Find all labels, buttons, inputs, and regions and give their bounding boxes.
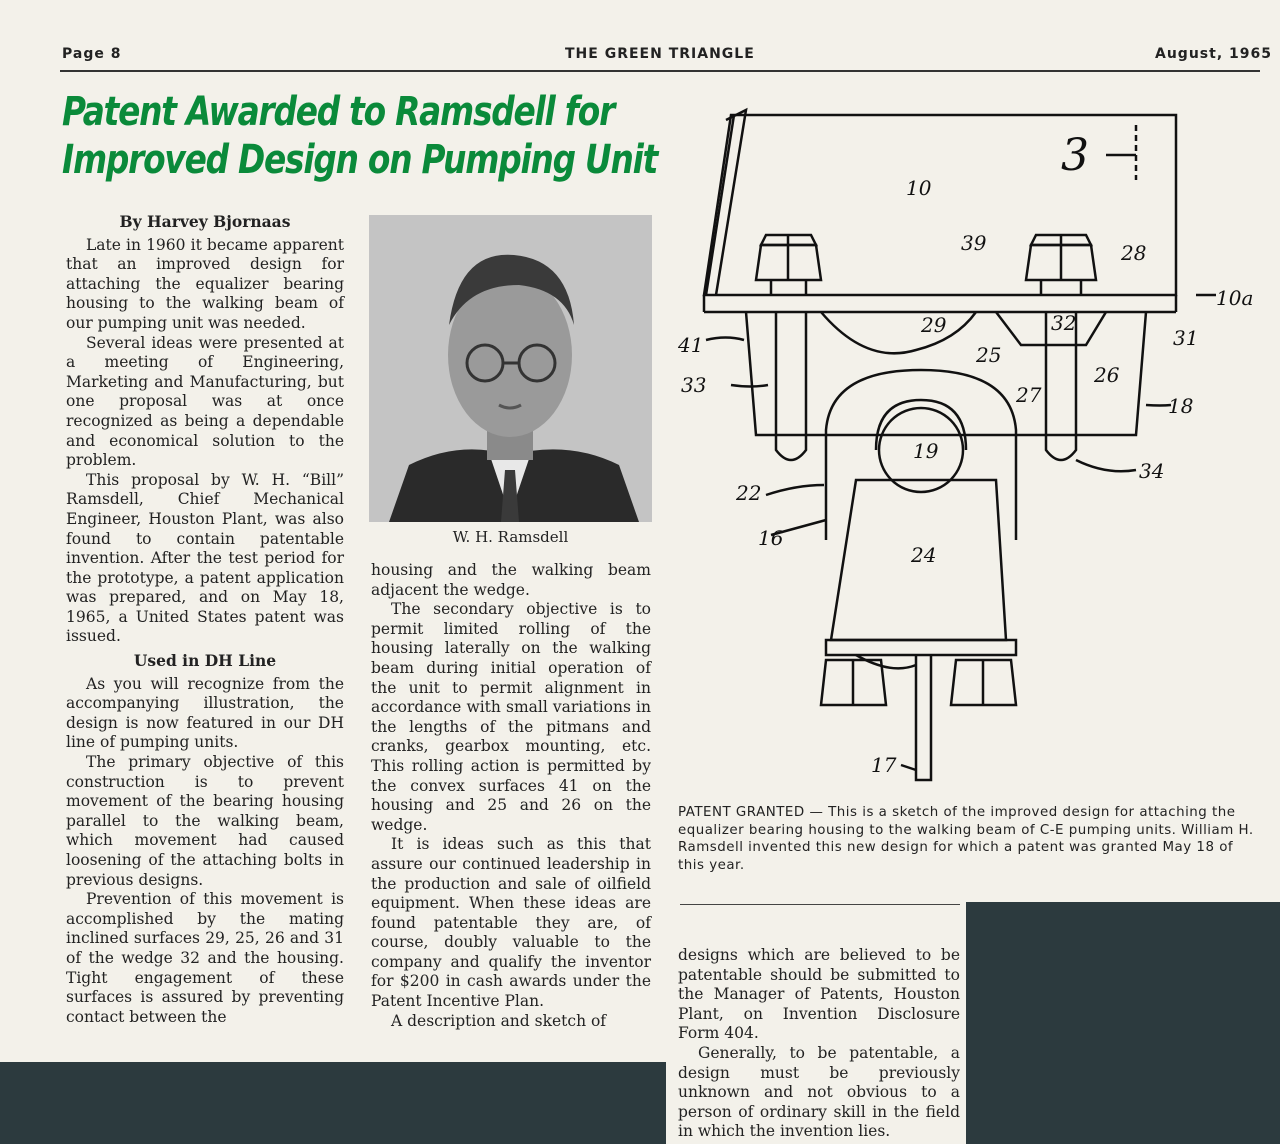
header-rule (60, 70, 1260, 72)
page-number: Page 8 (62, 46, 122, 62)
background-bottom (0, 1062, 666, 1144)
figure-label: 41 (678, 333, 704, 357)
figure-label: 16 (758, 526, 784, 550)
figure-label: 19 (913, 439, 939, 463)
figure-label: 18 (1168, 394, 1194, 418)
headline-line-2: Improved Design on Pumping Unit (62, 137, 658, 183)
figure-label: 27 (1016, 383, 1042, 407)
paragraph: housing and the walking beam adjacent the wedge. (371, 561, 651, 599)
walking-beam-shape (704, 115, 1176, 295)
figure-label: 34 (1139, 459, 1165, 483)
paragraph: A description and sketch of (391, 1011, 607, 1030)
figure-label: 39 (961, 231, 987, 255)
figure-label: 29 (921, 313, 947, 337)
photo-caption: W. H. Ramsdell (452, 528, 569, 546)
figure-label: 17 (871, 753, 897, 777)
paragraph: Generally, to be patentable, a design must be previously unknown and not obvious to a person of ordinary skill in the field in which the invention lies. (678, 1043, 960, 1141)
article-column-3 (678, 946, 960, 1142)
paragraph: It is ideas such as this that assure our continued leadership in the production and sale of oilfield equipment. When these ideas are found patentable they are, of course, doubly valuable to the company and qualify the inventor for $200 in cash awards under the Patent Incentive Plan. (371, 835, 651, 1011)
patent-drawing (676, 100, 1266, 800)
paragraph: The secondary objective is to permit limited rolling of the housing laterally on the walking beam during initial operation of the unit to permit alignment in accordance with small variations in the lengths of the pitmans and cranks, gearbox mounting, etc. This rolling action is permitted by the convex surfaces 41 on the housing and 25 and 26 on the wedge. (371, 600, 651, 834)
portrait-photo (369, 215, 652, 522)
byline: By Harvey Bjornaas (119, 212, 291, 231)
article-column-1 (66, 212, 344, 1027)
figure-label: 3 (1061, 130, 1089, 181)
publication-name: THE GREEN TRIANGLE (565, 46, 755, 62)
paragraph: As you will recognize from the accompanying illustration, the design is now featured in our DH line of pumping units. (66, 674, 344, 752)
figure-label: 32 (1051, 311, 1077, 335)
figure-label: 22 (736, 481, 762, 505)
figure-label: 10 (906, 176, 932, 200)
headline (62, 88, 658, 184)
paragraph: designs which are believed to be patentable should be submitted to the Manager of Patents, Houston Plant, on Invention Disclosure Form 404. (678, 946, 960, 1043)
paragraph: The primary objective of this construction is to prevent movement of the bearing housing parallel to the walking beam, which movement had caused loosening of the attaching bolts in previous designs. (66, 753, 344, 889)
paragraph: Late in 1960 it became apparent that an improved design for attaching the equalizer bearing housing to the walking beam of our pumping unit was needed. (66, 235, 344, 332)
figure-label: 10a (1216, 286, 1254, 310)
figure-label: 28 (1121, 241, 1147, 265)
background-bottom-right (966, 902, 1280, 1144)
figure-label: 26 (1094, 363, 1120, 387)
figure-label: 33 (681, 373, 707, 397)
issue-date: August, 1965 (1155, 46, 1272, 62)
paragraph: Several ideas were presented at a meeting of Engineering, Marketing and Manufacturing, but one proposal was at once recognized as being a dependable and economical solution to the problem. (66, 333, 344, 470)
figure-caption: PATENT GRANTED — This is a sketch of the improved design for attaching the equalizer bearing housing to the walking beam of C-E pumping units. William H. Ramsdell invented this new design for which a patent was granted May 18 of this year. (678, 805, 1254, 873)
portrait-illustration (369, 215, 652, 522)
caption-rule (680, 904, 960, 905)
article-column-2 (371, 561, 651, 1031)
headline-line-1: Patent Awarded to Ramsdell for (62, 89, 615, 135)
paragraph: This proposal by W. H. “Bill” Ramsdell, Chief Mechanical Engineer, Houston Plant, was also found to contain patentable invention. After the test period for the prototype, a patent application was prepared, and on May 18, 1965, a United States patent was issued. (66, 470, 344, 646)
figure-label: 24 (911, 543, 937, 567)
figure-label: 25 (976, 343, 1002, 367)
figure-label: 31 (1173, 326, 1199, 350)
paragraph: Prevention of this movement is accomplished by the mating inclined surfaces 29, 25, 26 and 31 of the wedge 32 and the housing. Tight engagement of these surfaces is assured by preventing contact between the (66, 890, 344, 1026)
subheading: Used in DH Line (133, 651, 277, 671)
